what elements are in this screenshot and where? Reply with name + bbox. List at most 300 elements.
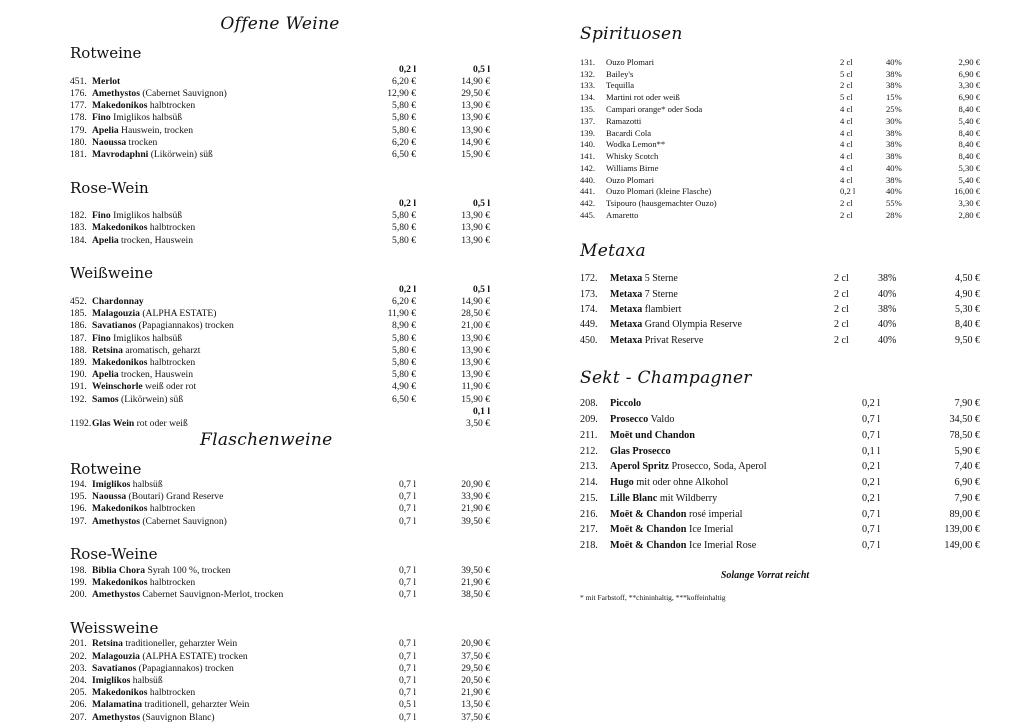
- table-row: [70, 308, 490, 320]
- item-abv: 40%: [886, 162, 902, 173]
- item-number: 180.: [70, 136, 87, 148]
- col-header-05l: 0,5 l: [472, 283, 490, 295]
- item-name: Merlot: [92, 75, 121, 87]
- item-name: Fino Imiglikos halbsüß: [92, 210, 183, 222]
- item-number: 206.: [70, 699, 87, 711]
- item-price-large: 20,90 €: [461, 638, 490, 650]
- col-header-02l: 0,2 l: [398, 283, 416, 295]
- item-name: Malamatina traditionell, geharzter Wein: [92, 699, 250, 711]
- item-number: 202.: [70, 650, 87, 662]
- item-price-large: 13,90 €: [461, 332, 490, 344]
- item-number: 141.: [580, 151, 596, 162]
- item-number: 209.: [580, 413, 598, 425]
- item-name: Metaxa 7 Sterne: [610, 288, 678, 300]
- glass-header-row: [70, 405, 490, 417]
- item-name: Tequilla: [606, 80, 635, 91]
- item-abv: 38%: [886, 139, 902, 150]
- item-name: Amethystos (Sauvignon Blanc): [92, 711, 215, 723]
- item-price-large: 11,90 €: [461, 381, 490, 393]
- item-number: 131.: [580, 56, 596, 67]
- table-row: [70, 662, 490, 674]
- table-row: [70, 503, 490, 515]
- item-number: 205.: [70, 687, 87, 699]
- item-name: Makedonikos halbtrocken: [92, 100, 196, 112]
- item-price: 2,80 €: [958, 210, 980, 221]
- section-rose-weine-flaschen: Rose-Weine: [70, 545, 158, 564]
- item-name: Imiglikos halbsüß: [92, 479, 163, 491]
- table-flaschen-weiss: [70, 638, 490, 723]
- item-number: 132.: [580, 68, 596, 79]
- item-name: Malagouzia (ALPHA ESTATE): [92, 308, 217, 320]
- item-name: Moët und Chandon: [610, 429, 695, 441]
- item-volume: 0,2 l: [862, 398, 881, 410]
- item-name: Wodka Lemon**: [606, 139, 666, 150]
- item-price: 149,00 €: [944, 540, 980, 552]
- item-price-large: 13,50 €: [461, 699, 490, 711]
- item-price: 5,40 €: [958, 115, 980, 126]
- item-volume: 0,2 l: [862, 461, 881, 473]
- table-row: [580, 80, 980, 92]
- table-row: [580, 427, 980, 443]
- item-volume: 2 cl: [834, 303, 849, 315]
- table-row: [580, 302, 980, 317]
- section-rotweine: Rotweine: [70, 44, 142, 62]
- footnote: * mit Farbstoff, **chininhaltig, ***koffeinhaltig: [580, 592, 726, 602]
- item-name: Metaxa Grand Olympia Reserve: [610, 319, 742, 331]
- item-price-small: 0,7 l: [398, 503, 416, 515]
- item-price-large: 28,50 €: [461, 308, 490, 320]
- item-name: Amethystos (Cabernet Sauvignon): [92, 87, 227, 99]
- item-price-small: 5,80 €: [392, 369, 416, 381]
- item-number: 200.: [70, 589, 87, 601]
- table-spirituosen: [580, 56, 980, 221]
- item-price-large: 15,90 €: [461, 148, 490, 160]
- item-price: 7,40 €: [954, 461, 980, 473]
- table-row: [70, 320, 490, 332]
- item-name: Chardonnay: [92, 296, 144, 308]
- table-row: [70, 576, 490, 588]
- item-abv: 25%: [886, 104, 902, 115]
- item-number: 188.: [70, 344, 87, 356]
- item-price-large: 21,90 €: [461, 687, 490, 699]
- item-number: 185.: [70, 308, 87, 320]
- table-row: [580, 138, 980, 150]
- item-number: 1192.: [70, 417, 92, 429]
- item-name: Naoussa (Boutari) Grand Reserve: [92, 491, 224, 503]
- item-name: Retsina aromatisch, geharzt: [92, 344, 201, 356]
- item-name: Glas Wein rot oder weiß: [92, 417, 188, 429]
- item-volume: 4 cl: [840, 104, 853, 115]
- item-name: Amaretto: [606, 210, 639, 221]
- table-row: [580, 91, 980, 103]
- item-price: 89,00 €: [949, 508, 980, 520]
- item-price-large: 21,90 €: [461, 577, 490, 589]
- table-row: [70, 589, 490, 601]
- table-row: [580, 197, 980, 209]
- item-price-large: 39,50 €: [461, 515, 490, 527]
- item-name: Apelia Hauswein, trocken: [92, 124, 193, 136]
- item-number: 192.: [70, 393, 87, 405]
- item-number: 189.: [70, 356, 87, 368]
- item-volume: 0,2 l: [840, 186, 856, 197]
- item-price: 6,90 €: [954, 477, 980, 489]
- item-price-large: 14,90 €: [461, 136, 490, 148]
- item-number: 135.: [580, 104, 596, 115]
- item-number: 178.: [70, 112, 87, 124]
- table-row: [70, 356, 490, 368]
- item-number: 449.: [580, 319, 598, 331]
- item-price-small: 4,90 €: [392, 381, 416, 393]
- item-name: Whisky Scotch: [606, 151, 659, 162]
- col-header-05l: 0,5 l: [472, 63, 490, 75]
- item-price-large: 13,90 €: [461, 112, 490, 124]
- item-price-small: 0,7 l: [398, 687, 416, 699]
- item-number: 196.: [70, 503, 87, 515]
- item-price-small: 0,7 l: [398, 674, 416, 686]
- item-number: 442.: [580, 198, 596, 209]
- table-row: [580, 271, 980, 286]
- table-row: [70, 112, 490, 124]
- item-price: 4,50 €: [955, 273, 980, 285]
- item-name: Ouzo Plomari: [606, 56, 654, 67]
- item-name: Tsipouro (hausgemachter Ouzo): [606, 198, 717, 209]
- item-volume: 0,7 l: [862, 540, 881, 552]
- item-name: Ramazotti: [606, 115, 642, 126]
- item-name: Mavrodaphni (Likörwein) süß: [92, 148, 213, 160]
- item-price-small: 5,80 €: [392, 332, 416, 344]
- item-volume: 2 cl: [840, 198, 853, 209]
- item-volume: 0,7 l: [862, 429, 881, 441]
- item-price: 7,90 €: [954, 398, 980, 410]
- table-row: [70, 369, 490, 381]
- item-number: 212.: [580, 445, 598, 457]
- item-volume: 5 cl: [840, 68, 853, 79]
- item-volume: 4 cl: [840, 115, 853, 126]
- item-name: Williams Birne: [606, 162, 659, 173]
- item-price: 7,90 €: [954, 492, 980, 504]
- item-abv: 40%: [878, 319, 897, 331]
- item-price: 5,30 €: [955, 303, 980, 315]
- item-price-large: 13,90 €: [461, 344, 490, 356]
- table-offene-rotweine: [70, 63, 490, 161]
- item-price-large: 21,90 €: [461, 503, 490, 515]
- item-number: 199.: [70, 577, 87, 589]
- item-price-large: 13,90 €: [461, 234, 490, 246]
- col-header-02l: 0,2 l: [398, 198, 416, 210]
- item-name: Campari orange* oder Soda: [606, 104, 703, 115]
- item-price-large: 29,50 €: [461, 87, 490, 99]
- item-number: 208.: [580, 398, 598, 410]
- item-name: Piccolo: [610, 398, 642, 410]
- item-price-small: 5,80 €: [392, 100, 416, 112]
- item-abv: 38%: [886, 68, 902, 79]
- table-row: [580, 68, 980, 80]
- table-row: [580, 332, 980, 347]
- item-number: 207.: [70, 711, 87, 723]
- item-volume: 0,7 l: [862, 413, 881, 425]
- table-row: [580, 56, 980, 68]
- table-row: [70, 699, 490, 711]
- item-number: 217.: [580, 524, 598, 536]
- item-volume: 2 cl: [840, 56, 853, 67]
- table-row: [70, 687, 490, 699]
- wine-column: [70, 14, 490, 723]
- table-metaxa: [580, 271, 980, 348]
- item-abv: 38%: [878, 273, 897, 285]
- col-header-01l: 0,1 l: [472, 405, 490, 417]
- item-number: 179.: [70, 124, 87, 136]
- item-name: Ouzo Plomari (kleine Flasche): [606, 186, 712, 197]
- item-number: 187.: [70, 332, 87, 344]
- item-number: 203.: [70, 662, 87, 674]
- item-volume: 2 cl: [840, 210, 853, 221]
- item-name: Aperol Spritz Prosecco, Soda, Aperol: [610, 461, 767, 473]
- item-name: Makedonikos halbtrocken: [92, 577, 196, 589]
- item-number: 176.: [70, 87, 87, 99]
- table-row: [580, 475, 980, 491]
- item-price-small: 5,80 €: [392, 222, 416, 234]
- item-price-large: 20,50 €: [461, 674, 490, 686]
- table-row: [70, 711, 490, 723]
- item-abv: 38%: [886, 127, 902, 138]
- item-volume: 4 cl: [840, 151, 853, 162]
- item-name: Moët & Chandon Ice Imerial Rose: [610, 540, 757, 552]
- item-volume: 2 cl: [834, 334, 849, 346]
- item-name: Savatianos (Papagiannakos) trocken: [92, 320, 234, 332]
- item-name: Prosecco Valdo: [610, 413, 675, 425]
- item-volume: 2 cl: [840, 80, 853, 91]
- table-row: [70, 674, 490, 686]
- item-number: 184.: [70, 234, 87, 246]
- item-price: 139,00 €: [944, 524, 980, 536]
- item-number: 197.: [70, 515, 87, 527]
- item-name: Moët & Chandon rosé imperial: [610, 508, 743, 520]
- item-price-large: 20,90 €: [461, 479, 490, 491]
- table-offene-rose: [70, 198, 490, 247]
- item-number: 172.: [580, 273, 598, 285]
- col-header-02l: 0,2 l: [398, 63, 416, 75]
- table-header-row: [70, 63, 490, 75]
- table-row: [70, 148, 490, 160]
- item-price-small: 5,80 €: [392, 112, 416, 124]
- section-rose-wein: Rose-Wein: [70, 178, 149, 197]
- item-name: Metaxa flambiert: [610, 303, 682, 315]
- table-row: [580, 538, 980, 554]
- item-number: 140.: [580, 139, 596, 150]
- table-row: [580, 209, 980, 221]
- item-price-large: 13,90 €: [461, 356, 490, 368]
- item-volume: 0,7 l: [862, 508, 881, 520]
- table-row: [580, 317, 980, 332]
- item-name: Samos (Likörwein) süß: [92, 393, 184, 405]
- item-price: 16,00 €: [954, 186, 980, 197]
- item-number: 204.: [70, 674, 87, 686]
- item-name: Glas Prosecco: [610, 445, 671, 457]
- flaschenweine-title: Flaschenweine: [200, 429, 333, 450]
- item-abv: 38%: [886, 151, 902, 162]
- item-name: Metaxa Privat Reserve: [610, 334, 704, 346]
- item-price-small: 0,7 l: [398, 479, 416, 491]
- table-row: [580, 491, 980, 507]
- item-number: 191.: [70, 381, 87, 393]
- item-number: 186.: [70, 320, 87, 332]
- table-row: [70, 332, 490, 344]
- item-price-small: 0,5 l: [398, 699, 416, 711]
- item-volume: 2 cl: [834, 273, 849, 285]
- item-price-small: 6,20 €: [392, 136, 416, 148]
- item-price: 9,50 €: [955, 334, 980, 346]
- table-row: [580, 186, 980, 198]
- metaxa-title: Metaxa: [580, 240, 646, 261]
- item-volume: 4 cl: [840, 162, 853, 173]
- item-name: Apelia trocken, Hauswein: [92, 234, 193, 246]
- table-row: [580, 150, 980, 162]
- item-number: 201.: [70, 638, 87, 650]
- item-abv: 38%: [886, 80, 902, 91]
- table-row: [70, 234, 490, 246]
- item-number: 216.: [580, 508, 598, 520]
- spirits-column: [580, 24, 980, 602]
- item-number: 183.: [70, 222, 87, 234]
- item-price: 4,90 €: [955, 288, 980, 300]
- item-price-large: 21,00 €: [461, 320, 490, 332]
- item-price-small: 0,7 l: [398, 577, 416, 589]
- item-abv: 40%: [886, 56, 902, 67]
- item-price-small: 0,7 l: [398, 589, 416, 601]
- table-row: [580, 127, 980, 139]
- item-price: 34,50 €: [949, 413, 980, 425]
- item-number: 445.: [580, 210, 596, 221]
- item-number: 142.: [580, 162, 596, 173]
- item-name: Makedonikos halbtrocken: [92, 222, 196, 234]
- table-row: [70, 417, 490, 429]
- item-price: 3,30 €: [958, 198, 980, 209]
- item-price-large: 15,90 €: [461, 393, 490, 405]
- item-price-large: 29,50 €: [461, 662, 490, 674]
- spirituosen-title: Spirituosen: [580, 24, 683, 44]
- item-price-large: 13,90 €: [461, 369, 490, 381]
- item-name: Hugo mit oder ohne Alkohol: [610, 477, 729, 489]
- sekt-title: Sekt - Champagner: [580, 367, 752, 388]
- item-name: Metaxa 5 Sterne: [610, 273, 678, 285]
- item-price-large: 39,50 €: [461, 564, 490, 576]
- item-price: 5,30 €: [958, 162, 980, 173]
- col-header-05l: 0,5 l: [472, 198, 490, 210]
- item-price: 8,40 €: [958, 127, 980, 138]
- vorrat-note: Solange Vorrat reicht: [720, 569, 810, 581]
- table-row: [70, 100, 490, 112]
- item-price-small: 12,90 €: [387, 87, 416, 99]
- item-price: 8,40 €: [958, 104, 980, 115]
- item-abv: 38%: [878, 303, 897, 315]
- item-number: 214.: [580, 477, 598, 489]
- table-row: [580, 286, 980, 301]
- item-price-small: 0,7 l: [398, 662, 416, 674]
- item-volume: 4 cl: [840, 127, 853, 138]
- item-price-small: 0,7 l: [398, 515, 416, 527]
- table-row: [70, 210, 490, 222]
- table-offene-weiss: [70, 283, 490, 429]
- table-row: [70, 564, 490, 576]
- item-number: 213.: [580, 461, 598, 473]
- item-number: 134.: [580, 92, 596, 103]
- item-abv: 40%: [886, 186, 902, 197]
- item-number: 198.: [70, 564, 87, 576]
- table-row: [70, 87, 490, 99]
- item-price-large: 37,50 €: [461, 650, 490, 662]
- item-volume: 2 cl: [834, 319, 849, 331]
- table-row: [70, 222, 490, 234]
- item-number: 441.: [580, 186, 596, 197]
- item-number: 174.: [580, 303, 598, 315]
- item-number: 137.: [580, 115, 596, 126]
- item-name: Makedonikos halbtrocken: [92, 356, 196, 368]
- item-volume: 2 cl: [834, 288, 849, 300]
- table-row: [580, 412, 980, 428]
- item-abv: 30%: [886, 115, 902, 126]
- item-price-small: 0,7 l: [398, 711, 416, 723]
- item-price: 3,30 €: [958, 80, 980, 91]
- table-sekt: [580, 396, 980, 554]
- item-name: Bailey's: [606, 68, 634, 79]
- item-name: Amethystos (Cabernet Sauvignon): [92, 515, 227, 527]
- item-volume: 0,2 l: [862, 477, 881, 489]
- item-name: Martini rot oder weiß: [606, 92, 680, 103]
- table-row: [70, 393, 490, 405]
- table-row: [70, 479, 490, 491]
- section-weissweine: Weißweine: [70, 264, 153, 283]
- item-name: Savatianos (Papagiannakos) trocken: [92, 662, 234, 674]
- item-price: 8,40 €: [958, 151, 980, 162]
- table-row: [70, 491, 490, 503]
- table-row: [70, 136, 490, 148]
- table-row: [70, 295, 490, 307]
- item-name: Imiglikos halbsüß: [92, 674, 163, 686]
- item-name: Weinschorle weiß oder rot: [92, 381, 197, 393]
- item-name: Naoussa trocken: [92, 136, 158, 148]
- item-price-large: 38,50 €: [461, 589, 490, 601]
- item-price-small: 8,90 €: [392, 320, 416, 332]
- item-price-small: 0,7 l: [398, 564, 416, 576]
- item-price-small: 6,50 €: [392, 148, 416, 160]
- table-row: [70, 650, 490, 662]
- table-row: [580, 115, 980, 127]
- item-volume: 0,2 l: [862, 492, 881, 504]
- item-number: 190.: [70, 369, 87, 381]
- table-flaschen-rose: [70, 564, 490, 601]
- item-name: Makedonikos halbtrocken: [92, 503, 196, 515]
- item-price-small: [342, 417, 416, 429]
- table-row: [580, 443, 980, 459]
- item-volume: 5 cl: [840, 92, 853, 103]
- table-row: [70, 381, 490, 393]
- item-price-small: 6,50 €: [392, 393, 416, 405]
- item-number: 195.: [70, 491, 87, 503]
- item-price-small: 6,20 €: [392, 296, 416, 308]
- item-volume: 0,1 l: [862, 445, 881, 457]
- item-price-large: 13,90 €: [461, 210, 490, 222]
- item-number: 218.: [580, 540, 598, 552]
- item-number: 181.: [70, 148, 87, 160]
- item-number: 173.: [580, 288, 598, 300]
- section-rotweine-flaschen: Rotweine: [70, 459, 142, 478]
- item-name: Moët & Chandon Ice Imerial: [610, 524, 734, 536]
- table-row: [70, 515, 490, 527]
- item-price: 2,90 €: [958, 56, 980, 67]
- item-price-small: 0,7 l: [398, 638, 416, 650]
- item-name: Fino Imiglikos halbsüß: [92, 112, 183, 124]
- item-name: Malagouzia (ALPHA ESTATE) trocken: [92, 650, 248, 662]
